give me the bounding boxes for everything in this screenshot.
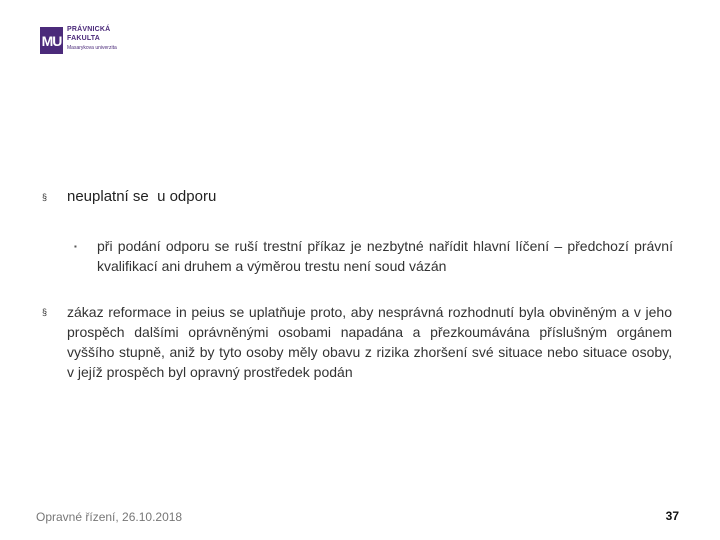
bullet-item-heading: neuplatní se u odporu xyxy=(67,188,217,205)
bullet-item-text: zákaz reformace in peius se uplatňuje proto, aby nesprávná rozhodnutí byla obviněným a v jeho prospěch dalšími oprávněnými osobami napadána a přezkoumávána příslušným orgánem vyššího stupně, aniž by tyto osoby měly obavu z rizika zhoršení své situace nebo situace osoby, v jejíž prospěch byl opravný prostředek podán xyxy=(67,304,672,380)
bullet-icon: § xyxy=(42,192,48,202)
logo-mark-text: MU xyxy=(41,32,62,49)
page-number: 37 xyxy=(665,509,679,523)
logo-faculty-line2: FAKULTA xyxy=(67,35,101,42)
sub-bullet-icon: ▪ xyxy=(74,242,77,251)
logo-text xyxy=(67,25,117,53)
logo-university-name: Masarykova univerzita xyxy=(67,45,117,51)
bullet-icon: § xyxy=(42,307,48,317)
faculty-logo xyxy=(40,25,117,59)
sub-bullet-item-text: při podání odporu se ruší trestní příkaz je nezbytné nařídit hlavní líčení – předchozí právní kvalifikací ani druhem a výměrou trestu není soud vázán xyxy=(97,238,673,274)
footer-text: Opravné řízení, 26.10.2018 xyxy=(36,510,183,524)
logo-faculty-line1: PRÁVNICKÁ xyxy=(67,26,111,33)
logo-mark-icon xyxy=(40,27,63,54)
